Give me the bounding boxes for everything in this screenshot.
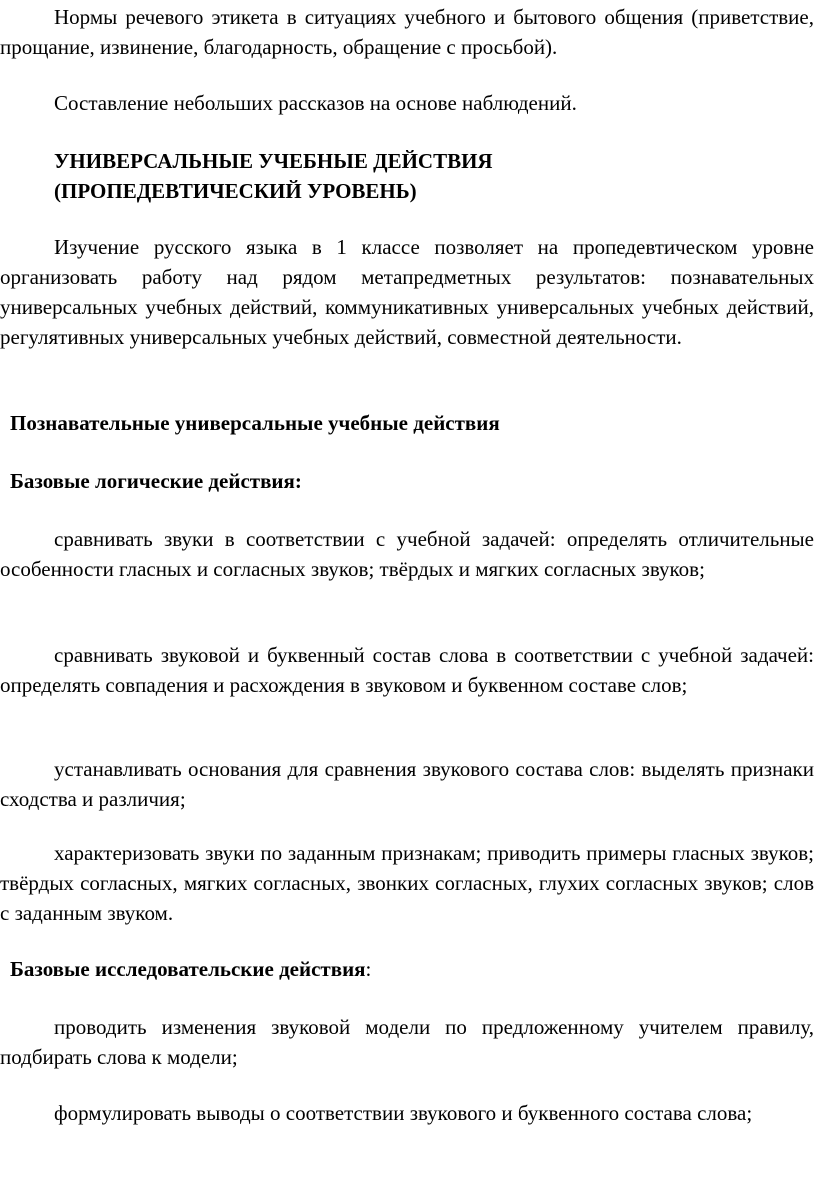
list-item-research-1: проводить изменения звуковой модели по предложенному учителем правилу, подбирать слова к модели; <box>0 1015 814 1069</box>
list-item-research-2: формулировать выводы о соответствии звукового и буквенного состава слова; <box>54 1101 753 1125</box>
paragraph-short-stories: Составление небольших рассказов на основе наблюдений. <box>54 91 577 115</box>
subheading-research-label: Базовые исследовательские действия <box>10 957 366 981</box>
subheading-cognitive-actions: Познавательные универсальные учебные действия <box>10 411 500 435</box>
paragraph-intro: Изучение русского языка в 1 классе позволяет на пропедевтическом уровне организовать работу над рядом метапредметных результатов: познавательных универсальных учебных действий, коммуникативных универсальных учебных действий, регулятивных универсальных учебных действий, совместной деятельности. <box>0 235 814 349</box>
list-item-logical-4: характеризовать звуки по заданным признакам; приводить примеры гласных звуков; твёрдых согласных, мягких согласных, звонких согласных, глухих согласных звуков; слов с заданным звуком. <box>0 841 814 925</box>
subheading-research-actions <box>10 954 790 984</box>
list-item-logical-2: сравнивать звуковой и буквенный состав слова в соответствии с учебной задачей: определять совпадения и расхождения в звуковом и буквенном составе слов; <box>0 643 814 697</box>
section-heading-line-2: (ПРОПЕДЕВТИЧЕСКИЙ УРОВЕНЬ) <box>54 179 417 203</box>
list-item-logical-3: устанавливать основания для сравнения звукового состава слов: выделять признаки сходства и различия; <box>0 757 814 811</box>
paragraph-speech-etiquette: Нормы речевого этикета в ситуациях учебного и бытового общения (приветствие, прощание, извинение, благодарность, обращение с просьбой). <box>0 5 814 59</box>
list-item-logical-1: сравнивать звуки в соответствии с учебной задачей: определять отличительные особенности гласных и согласных звуков; твёрдых и мягких согласных звуков; <box>0 527 814 581</box>
section-heading-line-1: УНИВЕРСАЛЬНЫЕ УЧЕБНЫЕ ДЕЙСТВИЯ <box>54 149 493 173</box>
section-heading <box>54 146 794 206</box>
subheading-research-colon: : <box>365 957 372 981</box>
subheading-logical-actions: Базовые логические действия: <box>10 469 302 493</box>
